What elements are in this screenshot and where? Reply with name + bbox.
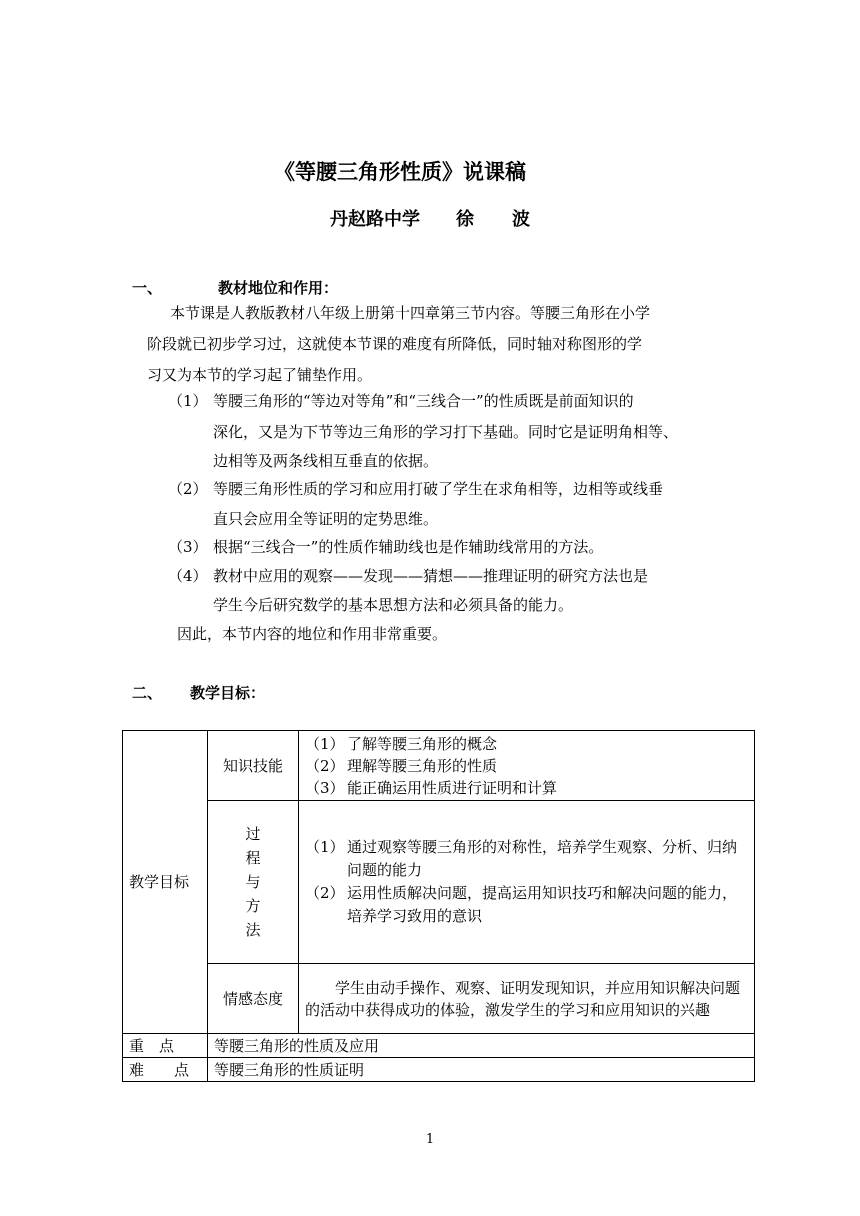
list-item: （2） 理解等腰三角形的性质	[305, 756, 498, 775]
table-row	[123, 1034, 755, 1058]
process-items	[299, 801, 755, 964]
key-point-text: 等腰三角形的性质及应用	[208, 1034, 755, 1058]
process-label: 过 程 与 方 法	[208, 801, 299, 964]
author-school: 丹赵路中学	[330, 209, 420, 230]
list-item-line: 教材中应用的观察——发现——猜想——推理证明的研究方法也是	[213, 567, 649, 585]
section-1-heading: 教材地位和作用：	[218, 279, 339, 297]
author-name-last: 波	[512, 209, 530, 230]
intro-line: 本节课是人教版教材八年级上册第十四章第三节内容。等腰三角形在小学	[170, 304, 651, 322]
emotion-label: 情感态度	[208, 964, 299, 1034]
page-title: 《等腰三角形性质》说课稿	[274, 159, 526, 184]
key-point-label: 重 点	[123, 1034, 208, 1058]
emotion-text: 学生由动手操作、观察、证明发现知识，并应用知识解决问题的活动中获得成功的体验，激发学生的学习和应用知识的兴趣	[299, 964, 755, 1034]
section-1-number: 一、	[132, 279, 163, 297]
table-row	[123, 964, 755, 1034]
difficult-point-label: 难 点	[123, 1058, 208, 1082]
list-item-line: 等腰三角形性质的学习和应用打破了学生在求角相等，边相等或线垂	[213, 480, 664, 498]
list-item-line: 深化，又是为下节等边三角形的学习打下基础。同时它是证明角相等、	[213, 423, 679, 441]
list-item: （1） 了解等腰三角形的概念	[305, 734, 498, 753]
author-line	[0, 205, 860, 231]
list-item-number: （3）	[168, 538, 208, 556]
list-item-number: （1）	[168, 392, 208, 410]
list-item-line: 学生今后研究数学的基本思想方法和必须具备的能力。	[213, 596, 574, 614]
difficult-point-text: 等腰三角形的性质证明	[208, 1058, 755, 1082]
list-item: （3） 能正确运用性质进行证明和计算	[305, 778, 558, 797]
table-row	[123, 731, 755, 801]
author-name-first: 徐	[456, 209, 474, 230]
list-item: （1） 通过观察等腰三角形的对称性，培养学生观察、分析、归纳问题的能力	[305, 838, 738, 879]
knowledge-items	[299, 731, 755, 801]
section-2-number: 二、	[132, 684, 163, 702]
section-2-heading: 教学目标：	[190, 684, 266, 702]
list-item: （2） 运用性质解决问题，提高运用知识技巧和解决问题的能力，培养学习致用的意识	[305, 884, 738, 925]
knowledge-label: 知识技能	[208, 731, 299, 801]
list-item-line: 根据“三线合一”的性质作辅助线也是作辅助线常用的方法。	[213, 538, 604, 556]
teaching-goals-table	[122, 730, 755, 1082]
table-row	[123, 801, 755, 964]
table-row	[123, 1058, 755, 1082]
intro-line: 习又为本节的学习起了铺垫作用。	[147, 366, 373, 384]
section-1-conclusion: 因此，本节内容的地位和作用非常重要。	[177, 625, 448, 643]
goals-row-label: 教学目标	[123, 731, 208, 1034]
page-number: 1	[425, 1132, 435, 1147]
list-item-number: （4）	[168, 567, 208, 585]
list-item-line: 边相等及两条线相互垂直的依据。	[213, 452, 439, 470]
list-item-line: 等腰三角形的“等边对等角”和“三线合一”的性质既是前面知识的	[213, 392, 634, 410]
list-item-line: 直只会应用全等证明的定势思维。	[213, 510, 439, 528]
list-item-number: （2）	[168, 480, 208, 498]
intro-line: 阶段就已初步学习过，这就使本节课的难度有所降低，同时轴对称图形的学	[147, 335, 643, 353]
